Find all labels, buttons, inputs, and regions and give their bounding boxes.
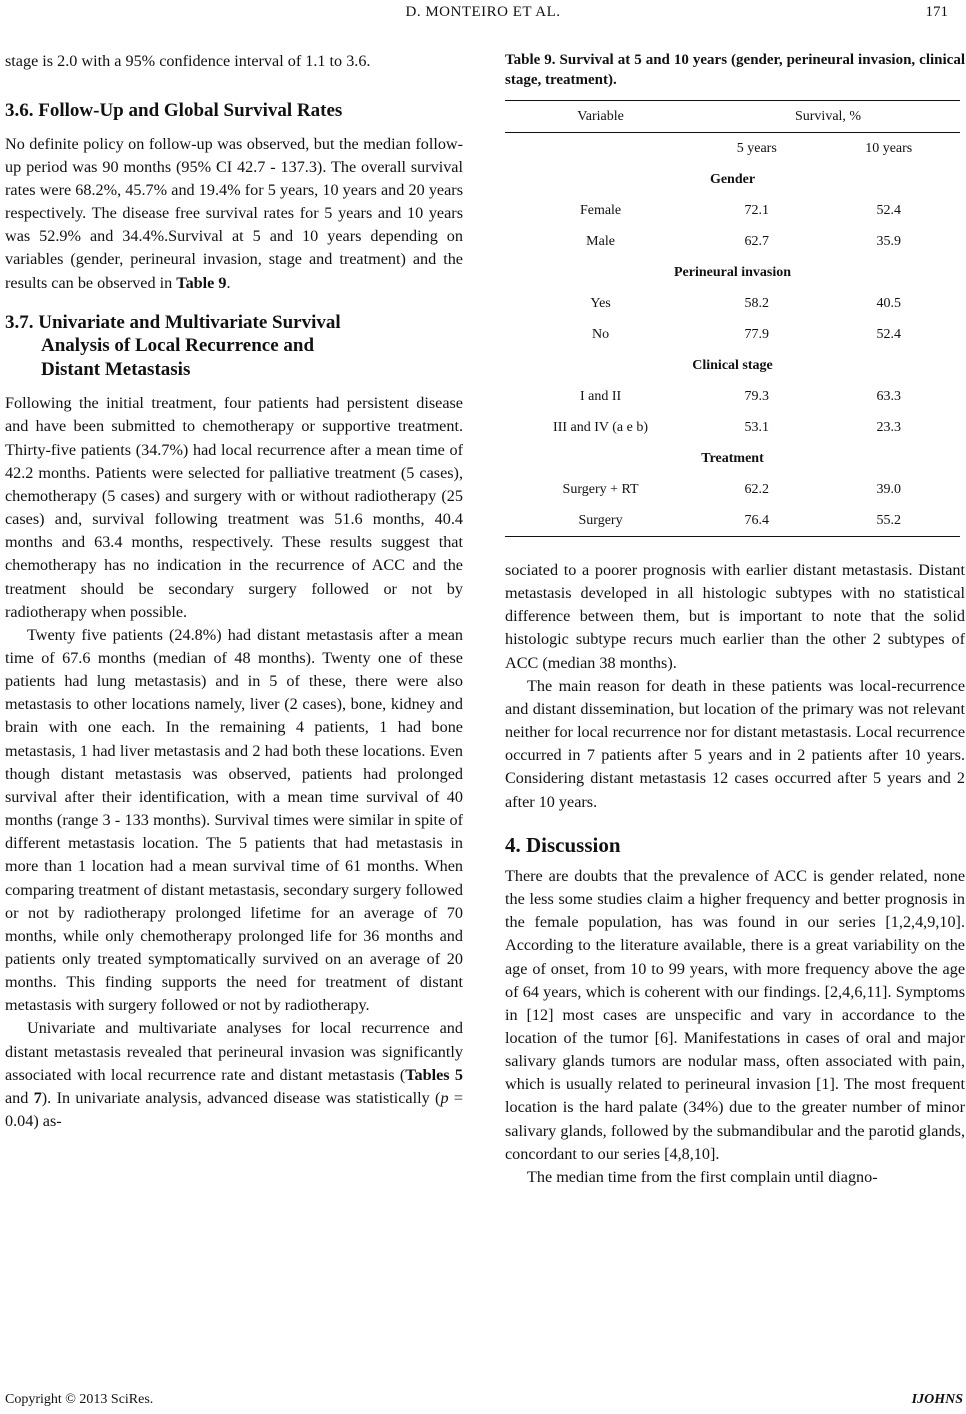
table-row — [505, 505, 960, 537]
table-header-row — [505, 101, 960, 133]
paragraph-distant-metastasis: Twenty five patients (24.8%) had distant metastasis after a mean time of 67.6 months (median of 48 months). Twenty one of these patients had lung metastasis) and in 5 of these, there were also metastasis to other locations namely, liver (2 cases), bone, kidney and brain with one each. In the remaining 4 patients, 1 had bone metastasis, 1 had liver metastasis and 2 had both these locations. Even though distant metastasis was observed, patients had prolonged survival after their identification, with a mean time survival of 40 months (range 3 - 133 months). Survival times were similar in spite of different metastasis location. The 5 patients that had metastasis in more than 1 location had a mean survival time of 61 months. When comparing treatment of distant metastasis, secondary surgery followed or not by radiotherapy prolonged lifetime for an average of 70 months, while only chemotherapy prolonged life for 36 months and patients only treated symptomatically survived on an average of 20 months. This finding supports the need for treatment of distant metastasis with surgery followed or not by radiotherapy. — [5, 625, 463, 1015]
heading-line: Analysis of Local Recurrence and — [41, 335, 315, 357]
table-cell-10-years: 23.3 — [876, 419, 901, 435]
paragraph-text: = 0.04) as- — [5, 1088, 463, 1131]
subheader-empty — [505, 133, 696, 165]
left-column — [5, 50, 463, 1133]
table-group-row — [505, 443, 960, 474]
section-heading-discussion: 4. Discussion — [505, 832, 621, 857]
table-cell-5-years: 62.7 — [744, 233, 770, 249]
table-cell-variable: No — [591, 326, 610, 342]
table-9-reference: Table 9 — [176, 273, 227, 292]
table-cell-10-years: 63.3 — [876, 388, 901, 404]
table-cell-variable: Surgery + RT — [562, 481, 639, 497]
table-cell-variable: Female — [579, 202, 622, 218]
tables-5-reference: Tables 5 — [405, 1065, 464, 1084]
header-variable: Variable — [505, 101, 696, 133]
header-survival: Survival, % — [696, 101, 960, 133]
table-cell-10-years: 40.5 — [876, 295, 901, 311]
table-group-row — [505, 257, 960, 288]
table-group-row — [505, 350, 960, 381]
paragraph-discussion: There are doubts that the prevalence of ACC is gender related, none the less some studies claim a higher frequency and better prognosis in the female population, has was found in our series [1,2,4,9,10]. According to the literature available, there is a great variability on the age of onset, from 10 to 99 years, with more frequency above the age of 64 years, which is coherent with our findings. [2,4,6,11]. Symptoms in [12] most cases are unspecific and vary in accordance to the location of the tumor [6]. Manifestations in cases of oral and major salivary glands tumors are nodular mass, often associated with pain, which is usually related to perineural invasion [1]. The most frequent location is the hard palate (34%) due to the greater number of minor salivary glands, followed by the submandibular and the parotid glands, concordant to our series [4,8,10]. — [505, 866, 965, 1163]
paragraph-text: No definite policy on follow-up was observed, but the median follow-up period was 90 months (95% CI 42.7 - 137.3). The overall survival rates were 68.2%, 45.7% and 19.4% for 5 years, 10 years and 20 years respectively. The disease free survival rates for 5 years and 10 years was 52.9% and 34.4%.Survival at 5 and 10 years depending on variables (gender, perineural invasion, stage and treatment) and the results can be observed in — [5, 134, 463, 292]
right-column — [505, 50, 965, 1189]
table-group-label: Treatment — [701, 450, 764, 466]
table-row — [505, 412, 960, 443]
table-cell-10-years: 52.4 — [876, 326, 901, 342]
paragraph-diagnosis-time: The median time from the first complain until diagno- — [527, 1167, 878, 1186]
heading-line: 3.7. Univariate and Multivariate Survival — [5, 311, 341, 333]
paragraph-local-recurrence: Following the initial treatment, four patients had persistent disease and have been submitted to chemotherapy or supportive treatment. Thirty-five patients (34.7%) had local recurrence after a mean time of 42.2 months. Patients were selected for palliative treatment (5 cases), chemotherapy (5 cases) and surgery with or without radiotherapy (25 cases) and, survival following treatment was 51.6 months, 40.4 months and 63.4 months, respectively. These results suggest that chemotherapy has no indication in the recurrence of ACC and the treatment should be secondary surgery followed or not by radiotherapy when possible. — [5, 394, 463, 621]
journal-name: IJOHNS — [911, 1392, 963, 1407]
table-row — [505, 381, 960, 412]
page-number: 171 — [925, 4, 948, 20]
section-heading-3-6: 3.6. Follow-Up and Global Survival Rates — [5, 100, 343, 122]
table-group-label: Perineural invasion — [673, 264, 792, 280]
table-row — [505, 319, 960, 350]
table-cell-5-years: 53.1 — [744, 419, 770, 435]
table-cell-variable: Yes — [590, 295, 611, 311]
table-subheader-row — [505, 133, 960, 165]
table-group-row — [505, 164, 960, 195]
table-row — [505, 474, 960, 505]
p-value-symbol: p — [440, 1088, 449, 1107]
paragraph-text: . — [226, 273, 231, 292]
subheader-5-years: 5 years — [696, 133, 817, 165]
paragraph-follow-up — [5, 133, 463, 295]
table-group-label: Clinical stage — [692, 357, 773, 373]
table-cell-5-years: 76.4 — [696, 505, 817, 537]
page-footer — [5, 1392, 963, 1408]
table-9-caption: Table 9. Survival at 5 and 10 years (gender, perineural invasion, clinical stage, treatment). — [505, 52, 965, 88]
table-cell-10-years: 55.2 — [817, 505, 960, 537]
paragraph-text: ). In univariate analysis, advanced disease was statistically ( — [41, 1088, 441, 1107]
survival-table — [505, 100, 960, 537]
subheader-10-years: 10 years — [817, 133, 960, 165]
table-cell-10-years: 52.4 — [876, 202, 901, 218]
table-group-label: Gender — [709, 171, 756, 187]
table-cell-5-years: 79.3 — [744, 388, 770, 404]
table-cell-10-years: 35.9 — [876, 233, 901, 249]
paragraph-text: and — [5, 1088, 34, 1107]
table-cell-5-years: 72.1 — [744, 202, 770, 218]
table-cell-10-years: 39.0 — [876, 481, 901, 497]
table-cell-5-years: 62.2 — [744, 481, 770, 497]
heading-line: Distant Metastasis — [41, 358, 191, 380]
paragraph-stage: stage is 2.0 with a 95% confidence interval of 1.1 to 3.6. — [5, 52, 371, 70]
table-cell-5-years: 77.9 — [744, 326, 770, 342]
table-cell-variable: III and IV (a e b) — [553, 419, 649, 435]
running-title: D. MONTEIRO ET AL. — [405, 4, 561, 20]
table-cell-variable: I and II — [579, 388, 622, 404]
paragraph-text: Univariate and multivariate analyses for local recurrence and distant metastasis revealed that perineural invasion was significantly associated with local recurrence rate and distant metastasis ( — [5, 1019, 463, 1084]
paragraph-prognosis: sociated to a poorer prognosis with earlier distant metastasis. Distant metastasis developed in all histologic subtypes with no statistical difference between them, but is important to note that the solid histologic subtype recurs much earlier than the other 2 subtypes of ACC (median 38 months). — [505, 561, 965, 672]
paragraph-univariate — [5, 1017, 463, 1133]
table-row — [505, 195, 960, 226]
table-row — [505, 226, 960, 257]
section-heading-3-7 — [5, 311, 463, 382]
table-row — [505, 288, 960, 319]
paragraph-death-reason: The main reason for death in these patients was local-recurrence and distant dissemination, but location of the primary was not relevant neither for local recurrence nor for distant metastasis. Local recurrence occurred in 7 patients after 5 years and in 2 patients after 10 years. Considering distant metastasis 12 cases occurred after 5 years and 2 after 10 years. — [505, 676, 965, 811]
table-cell-5-years: 58.2 — [744, 295, 770, 311]
page-header — [0, 0, 966, 30]
copyright-notice: Copyright © 2013 SciRes. — [5, 1392, 154, 1407]
table-body — [505, 133, 960, 537]
table-cell-variable: Male — [586, 233, 615, 249]
table-cell-variable: Surgery — [505, 505, 696, 537]
table-7-reference: 7 — [33, 1088, 42, 1107]
